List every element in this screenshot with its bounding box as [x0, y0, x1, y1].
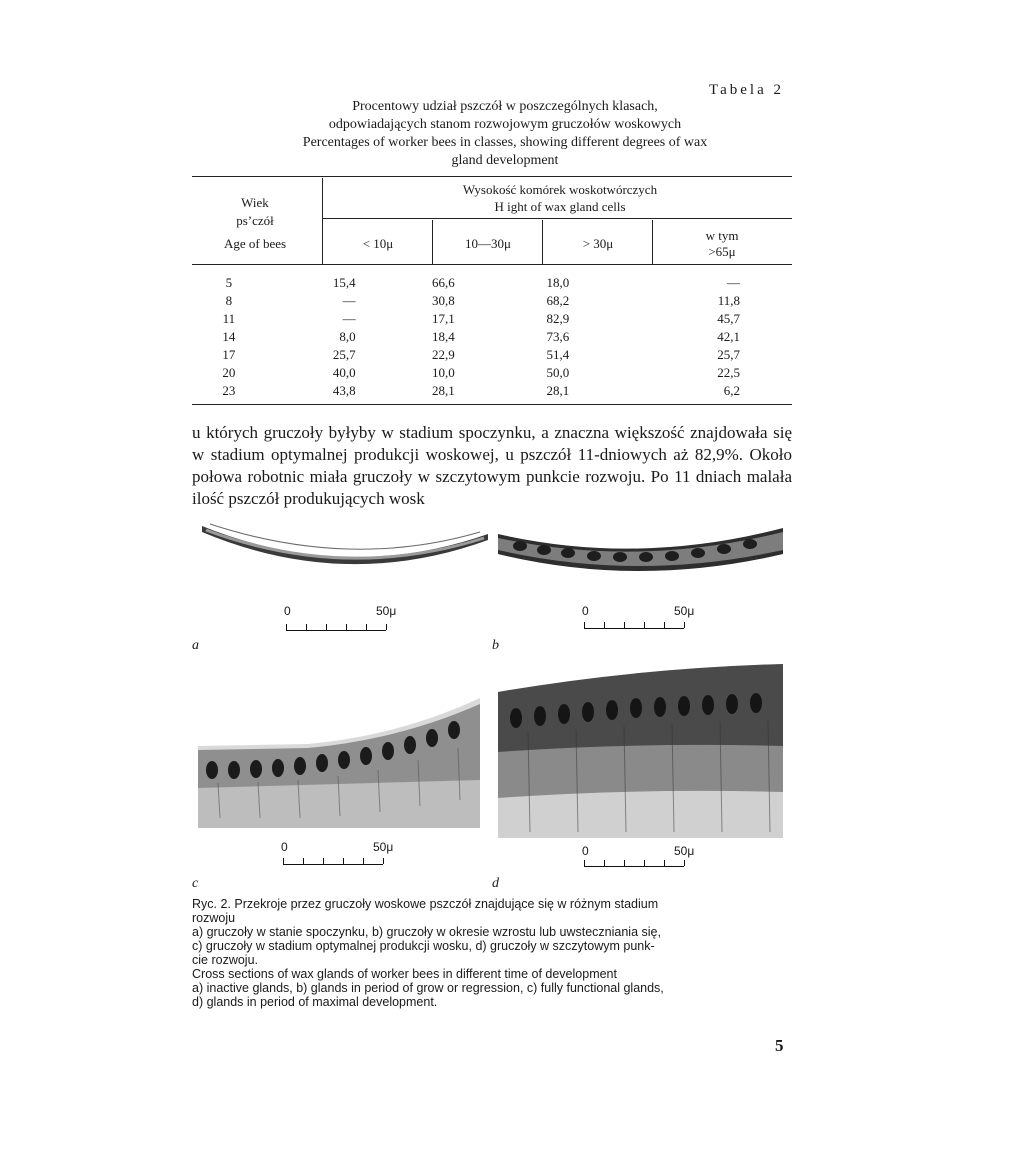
header-col-gt65: >65μ — [708, 244, 736, 259]
cell-age: 5 — [225, 275, 233, 290]
cell-gt30: 73,6 — [546, 329, 570, 344]
table-caption-pl-line-1: Procentowy udział pszczół w poszczególnych klasach, — [352, 99, 658, 114]
cell-age: 23 — [222, 383, 236, 398]
table-divider — [322, 178, 323, 264]
cell-gt30: 82,9 — [546, 311, 570, 326]
cell-gt30: 50,0 — [546, 365, 570, 380]
caption-line: cie rozwoju. — [192, 953, 258, 967]
cell-10-30: 10,0 — [432, 365, 455, 380]
cell-lt10: — — [342, 311, 356, 326]
cell-10-30: 17,1 — [432, 311, 455, 326]
scale-label: 50μ — [376, 604, 397, 618]
cell-age: 8 — [225, 293, 233, 308]
table-bottom-rule — [192, 404, 792, 405]
cell-10-30: 22,9 — [432, 347, 455, 362]
cell-lt10: — — [342, 293, 356, 308]
scale-zero: 0 — [281, 840, 288, 854]
header-col-wtym: w tym — [705, 228, 739, 243]
panel-label-b: b — [492, 638, 499, 653]
cell-gt65: 42,1 — [717, 329, 740, 344]
caption-line: rozwoju — [192, 911, 236, 925]
table-label: Tabela 2 — [709, 82, 785, 98]
caption-line: d) glands in period of maximal development. — [192, 995, 438, 1009]
header-age-pl-2: ps’czół — [236, 213, 274, 228]
micrograph-a — [200, 512, 490, 582]
header-group-pl: Wysokość komórek woskotwórczych — [462, 182, 658, 197]
table-row — [200, 382, 790, 400]
micrograph-c — [198, 688, 480, 828]
micrograph-d — [498, 662, 783, 838]
scale-bar-b — [582, 604, 697, 634]
micrograph-b — [498, 528, 783, 578]
scale-bar-c — [281, 840, 396, 870]
caption-line: a) inactive glands, b) glands in period of grow or regression, c) fully functional glands, — [192, 981, 664, 995]
cell-gt65: 45,7 — [717, 311, 740, 326]
table-divider — [652, 220, 653, 264]
cell-10-30: 30,8 — [432, 293, 455, 308]
cell-10-30: 66,6 — [432, 275, 455, 290]
scale-zero: 0 — [582, 844, 589, 858]
table-row — [200, 310, 790, 328]
cell-gt30: 28,1 — [546, 383, 570, 398]
cell-lt10: 40,0 — [332, 365, 356, 380]
scale-zero: 0 — [582, 604, 589, 618]
cell-gt65: 22,5 — [717, 365, 740, 380]
cell-gt65: 6,2 — [723, 383, 740, 398]
caption-line: Ryc. 2. Przekroje przez gruczoły woskowe pszczół znajdujące się w różnym stadium — [192, 897, 659, 911]
cell-lt10: 43,8 — [332, 383, 356, 398]
cell-lt10: 15,4 — [332, 275, 356, 290]
header-age-pl-1: Wiek — [241, 195, 269, 210]
caption-line: Cross sections of wax glands of worker bees in different time of development — [192, 967, 617, 981]
table-header-rule — [192, 264, 792, 265]
scale-bar-d — [582, 844, 707, 874]
header-col-lt10: < 10μ — [362, 236, 394, 251]
scale-label: 50μ — [674, 844, 695, 858]
scale-zero: 0 — [284, 604, 291, 618]
panel-label-a: a — [192, 638, 199, 653]
table-group-rule — [322, 218, 792, 219]
caption-line: a) gruczoły w stanie spoczynku, b) gruczoły w okresie wzrostu lub uwsteczniania się, — [192, 925, 661, 939]
table-row — [200, 346, 790, 364]
scale-label: 50μ — [373, 840, 394, 854]
table-row — [200, 292, 790, 310]
cell-gt65: — — [727, 275, 740, 290]
panel-label-c: c — [192, 876, 199, 891]
panel-label-d: d — [492, 876, 499, 891]
scale-bar-a — [284, 604, 397, 634]
cell-10-30: 18,4 — [432, 329, 455, 344]
data-table — [200, 274, 790, 400]
cell-age: 20 — [222, 365, 236, 380]
cell-age: 17 — [222, 347, 236, 362]
cell-10-30: 28,1 — [432, 383, 455, 398]
table-row — [200, 328, 790, 346]
header-col-gt30: > 30μ — [582, 236, 614, 251]
table-divider — [432, 220, 433, 264]
table-row — [200, 364, 790, 382]
cell-lt10: 8,0 — [339, 329, 356, 344]
table-caption-pl-line-2: odpowiadających stanom rozwojowym gruczołów woskowych — [328, 117, 682, 132]
table-row — [200, 274, 790, 292]
table-caption-en-line-1: Percentages of worker bees in classes, showing different degrees of wax — [302, 135, 708, 150]
header-group-en: H ight of wax gland cells — [494, 199, 626, 214]
table-caption-en-line-2: gland development — [451, 153, 559, 168]
table-top-rule — [192, 176, 792, 177]
cell-gt30: 51,4 — [546, 347, 570, 362]
header-col-10-30: 10—30μ — [465, 236, 511, 251]
scale-label: 50μ — [674, 604, 695, 618]
caption-line: c) gruczoły w stadium optymalnej produkcji wosku, d) gruczoły w szczytowym punk- — [192, 939, 655, 953]
cell-gt65: 25,7 — [717, 347, 740, 362]
cell-lt10: 25,7 — [332, 347, 356, 362]
figure-caption — [192, 897, 792, 1009]
header-age-en: Age of bees — [223, 236, 287, 251]
page-number: 5 — [775, 1036, 784, 1055]
cell-gt65: 11,8 — [717, 293, 740, 308]
cell-age: 14 — [222, 329, 236, 344]
body-paragraph: u których gruczoły byłyby w stadium spoczynku, a znaczna większość znajdowała się w stadium optymalnej produkcji woskowej, u pszczół 11-dniowych aż 82,9%. Około połowa robotnic miała gruczoły w szczytowym punkcie rozwoju. Po 11 dniach malała ilość pszczół produkujących wosk — [192, 423, 792, 508]
cell-gt30: 68,2 — [546, 293, 570, 308]
table-divider — [542, 220, 543, 264]
cell-age: 11 — [222, 311, 236, 326]
cell-gt30: 18,0 — [546, 275, 570, 290]
